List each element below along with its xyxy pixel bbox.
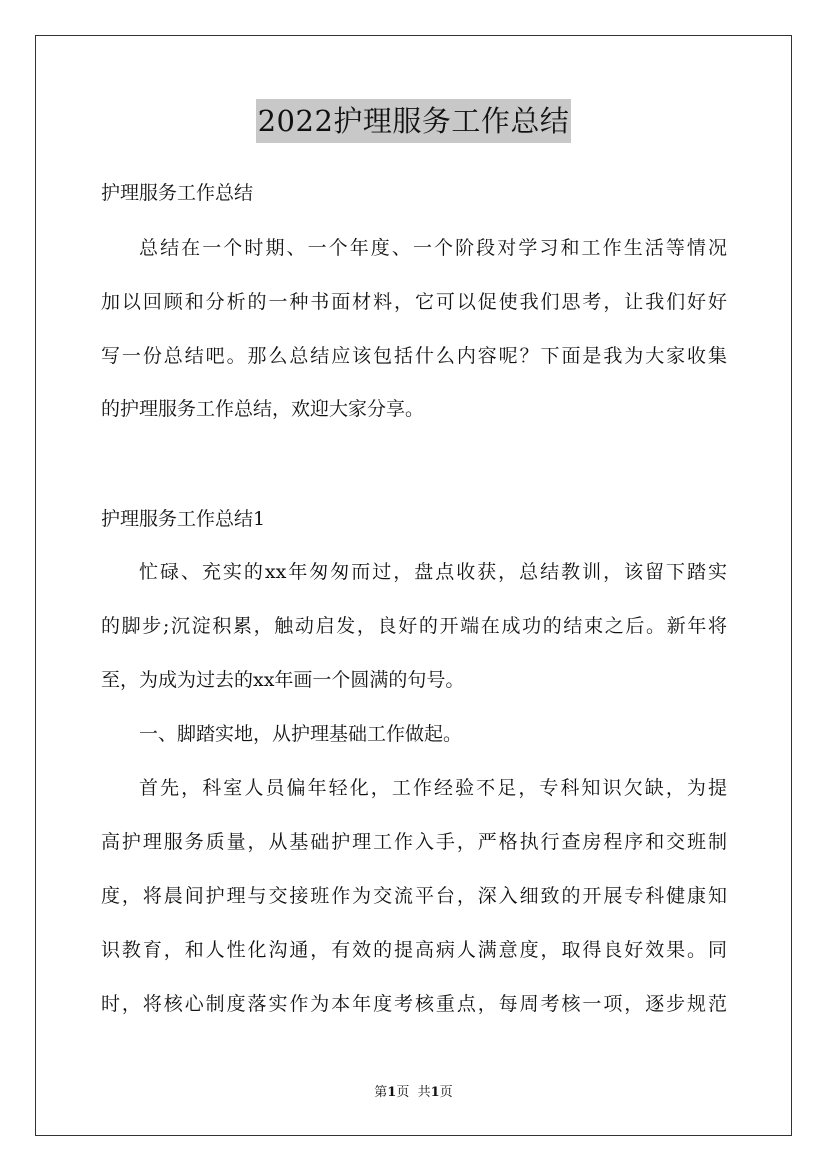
paragraph-line: 识教育，和人性化沟通，有效的提高病人满意度，取得良好效果。同 — [101, 939, 727, 961]
page-suffix: 页 — [396, 1085, 410, 1100]
page-total: 1 — [430, 1085, 440, 1100]
intro-line: 写一份总结吧。那么总结应该包括什么内容呢？下面是我为大家收集 — [101, 345, 727, 367]
paragraph-line: 的脚步;沉淀积累，触动启发，良好的开端在成功的结束之后。新年将 — [101, 615, 727, 637]
page-current: 1 — [387, 1085, 397, 1100]
intro-line: 加以回顾和分析的一种书面材料，它可以促使我们思考，让我们好好 — [101, 291, 727, 313]
document-title: 2022护理服务工作总结 — [256, 99, 572, 143]
document-subtitle: 护理服务工作总结 — [101, 182, 254, 204]
intro-line: 总结在一个时期、一个年度、一个阶段对学习和工作生活等情况 — [139, 237, 727, 259]
total-prefix: 共 — [417, 1085, 431, 1100]
total-suffix: 页 — [439, 1085, 453, 1100]
page-prefix: 第 — [374, 1085, 388, 1100]
intro-line: 的护理服务工作总结，欢迎大家分享。 — [101, 398, 425, 420]
paragraph-line: 首先，科室人员偏年轻化，工作经验不足，专科知识欠缺，为提 — [139, 777, 727, 799]
paragraph-line: 高护理服务质量，从基础护理工作入手，严格执行查房程序和交班制 — [101, 831, 727, 853]
paragraph-line: 度，将晨间护理与交接班作为交流平台，深入细致的开展专科健康知 — [101, 885, 727, 907]
page-footer — [0, 1084, 827, 1102]
paragraph-line: 忙碌、充实的xx年匆匆而过，盘点收获，总结教训，该留下踏实 — [139, 561, 727, 583]
list-item-heading: 一、脚踏实地，从护理基础工作做起。 — [139, 723, 463, 745]
section-heading: 护理服务工作总结1 — [101, 508, 266, 530]
paragraph-line: 至，为成为过去的xx年画一个圆满的句号。 — [101, 669, 465, 691]
title-container — [0, 99, 827, 143]
paragraph-line: 时，将核心制度落实作为本年度考核重点，每周考核一项，逐步规范 — [101, 993, 727, 1015]
